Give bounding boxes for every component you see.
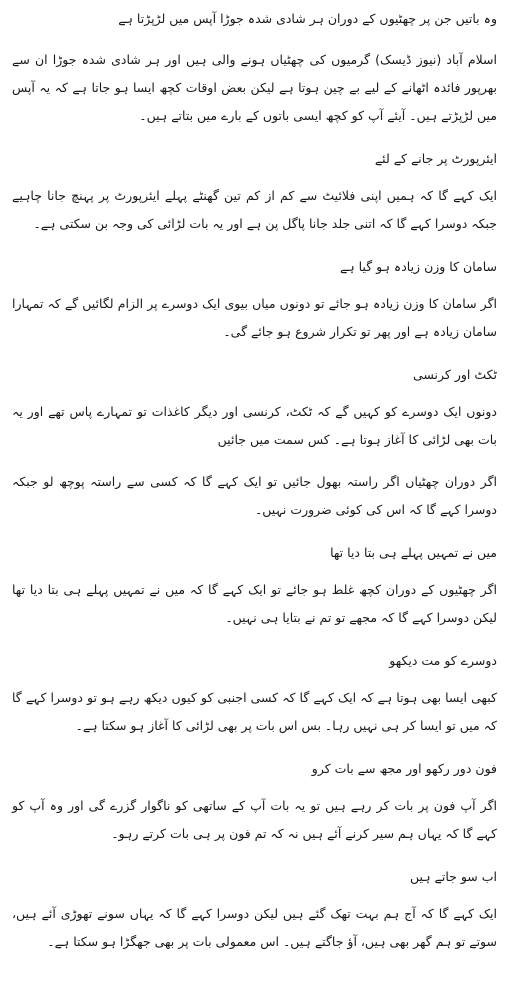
- section-body-airport: ایک کہے گا کہ ہمیں اپنی فلائیٹ سے کم از کم تین گھنٹے پہلے ایئرپورٹ پر پہنچ جانا چاہیے جبکہ دوسرا کہے گا کہ اتنی جلد جانا پاگل پن ہے اور یہ بات لڑائی کی وجہ بن سکتی ہے۔: [12, 188, 497, 231]
- section-heading-luggage: سامان کا وزن زیادہ ہو گیا ہے: [340, 259, 497, 274]
- section-heading-told-you: میں نے تمہیں پہلے ہی بتا دیا تھا: [330, 545, 497, 560]
- section-body-told-you: اگر چھٹیوں کے دوران کچھ غلط ہو جائے تو ایک کہے گا کہ میں نے تمہیں پہلے ہی بتا دیا تھا لیکن دوسرا کہے گا کہ مجھے تو تم نے بتایا ہی نہیں۔: [12, 582, 497, 625]
- section-body-sleep: ایک کہے گا کہ آج ہم بہت تھک گئے ہیں لیکن دوسرا کہے گا کہ یہاں سونے تھوڑی آئے ہیں، سوتے تو ہم گھر بھی ہیں، آؤ جاگتے ہیں۔ اس معمولی بات پر بھی جھگڑا ہو سکتا ہے۔: [12, 906, 497, 949]
- section-heading-tickets: ٹکٹ اور کرنسی: [412, 367, 497, 382]
- section-heading-airport: ایئرپورٹ پر جانے کے لئے: [374, 151, 497, 166]
- section-body-luggage: اگر سامان کا وزن زیادہ ہو جائے تو دونوں میاں بیوی ایک دوسرے پر الزام لگائیں گے کہ تمہارا سامان زیادہ ہے اور پھر تو تکرار شروع ہو جائے گی۔: [12, 296, 497, 339]
- intro-paragraph: اسلام آباد (نیوز ڈیسک) گرمیوں کی چھٹیاں ہونے والی ہیں اور ہر شادی شدہ جوڑا ان سے بھرپور فائدہ اٹھانے کے لیے بے چین ہوتا ہے لیکن بعض اوقات کچھ ایسا ہو جاتا ہے کہ یہ آپس میں لڑپڑتے ہیں۔ آیئے آپ کو کچھ ایسی باتوں کے بارے میں بتاتے ہیں۔: [12, 52, 497, 123]
- article-title: وہ باتیں جن پر چھٹیوں کے دوران ہر شادی شدہ جوڑا آپس میں لڑپڑتا ہے: [118, 11, 497, 26]
- section-body-tickets: دونوں ایک دوسرے کو کہیں گے کہ ٹکٹ، کرنسی اور دیگر کاغذات تو تمہارے پاس تھے اور یہ بات بھی لڑائی کا آغاز ہوتا ہے۔ کس سمت میں جائیں: [12, 404, 497, 447]
- section-body-phone: اگر آپ فون پر بات کر رہے ہیں تو یہ بات آپ کے ساتھی کو ناگوار گزرے گی اور وہ آپ کو کہے گا کہ یہاں ہم سیر کرنے آئے ہیں نہ کہ تم فون پر ہی بات کرتے رہو۔: [12, 798, 497, 841]
- section-heading-phone: فون دور رکھو اور مجھ سے بات کرو: [311, 761, 497, 776]
- section-body-directions: اگر دوران چھٹیاں اگر راستہ بھول جائیں تو ایک کہے گا کہ کسی سے راستہ پوچھ لو جبکہ دوسرا کہے گا کہ اس کی کوئی ضرورت نہیں۔: [12, 474, 497, 517]
- section-heading-sleep: اب سو جاتے ہیں: [409, 869, 497, 884]
- section-body-dont-look: کبھی ایسا بھی ہوتا ہے کہ ایک کہے گا کہ کسی اجنبی کو کیوں دیکھ رہے ہو تو دوسرا کہے گا کہ میں تو ایسا کر ہی نہیں رہا۔ بس اس بات پر بھی لڑائی کا آغاز ہو سکتا ہے۔: [12, 690, 497, 733]
- section-heading-dont-look: دوسرے کو مت دیکھو: [389, 653, 497, 668]
